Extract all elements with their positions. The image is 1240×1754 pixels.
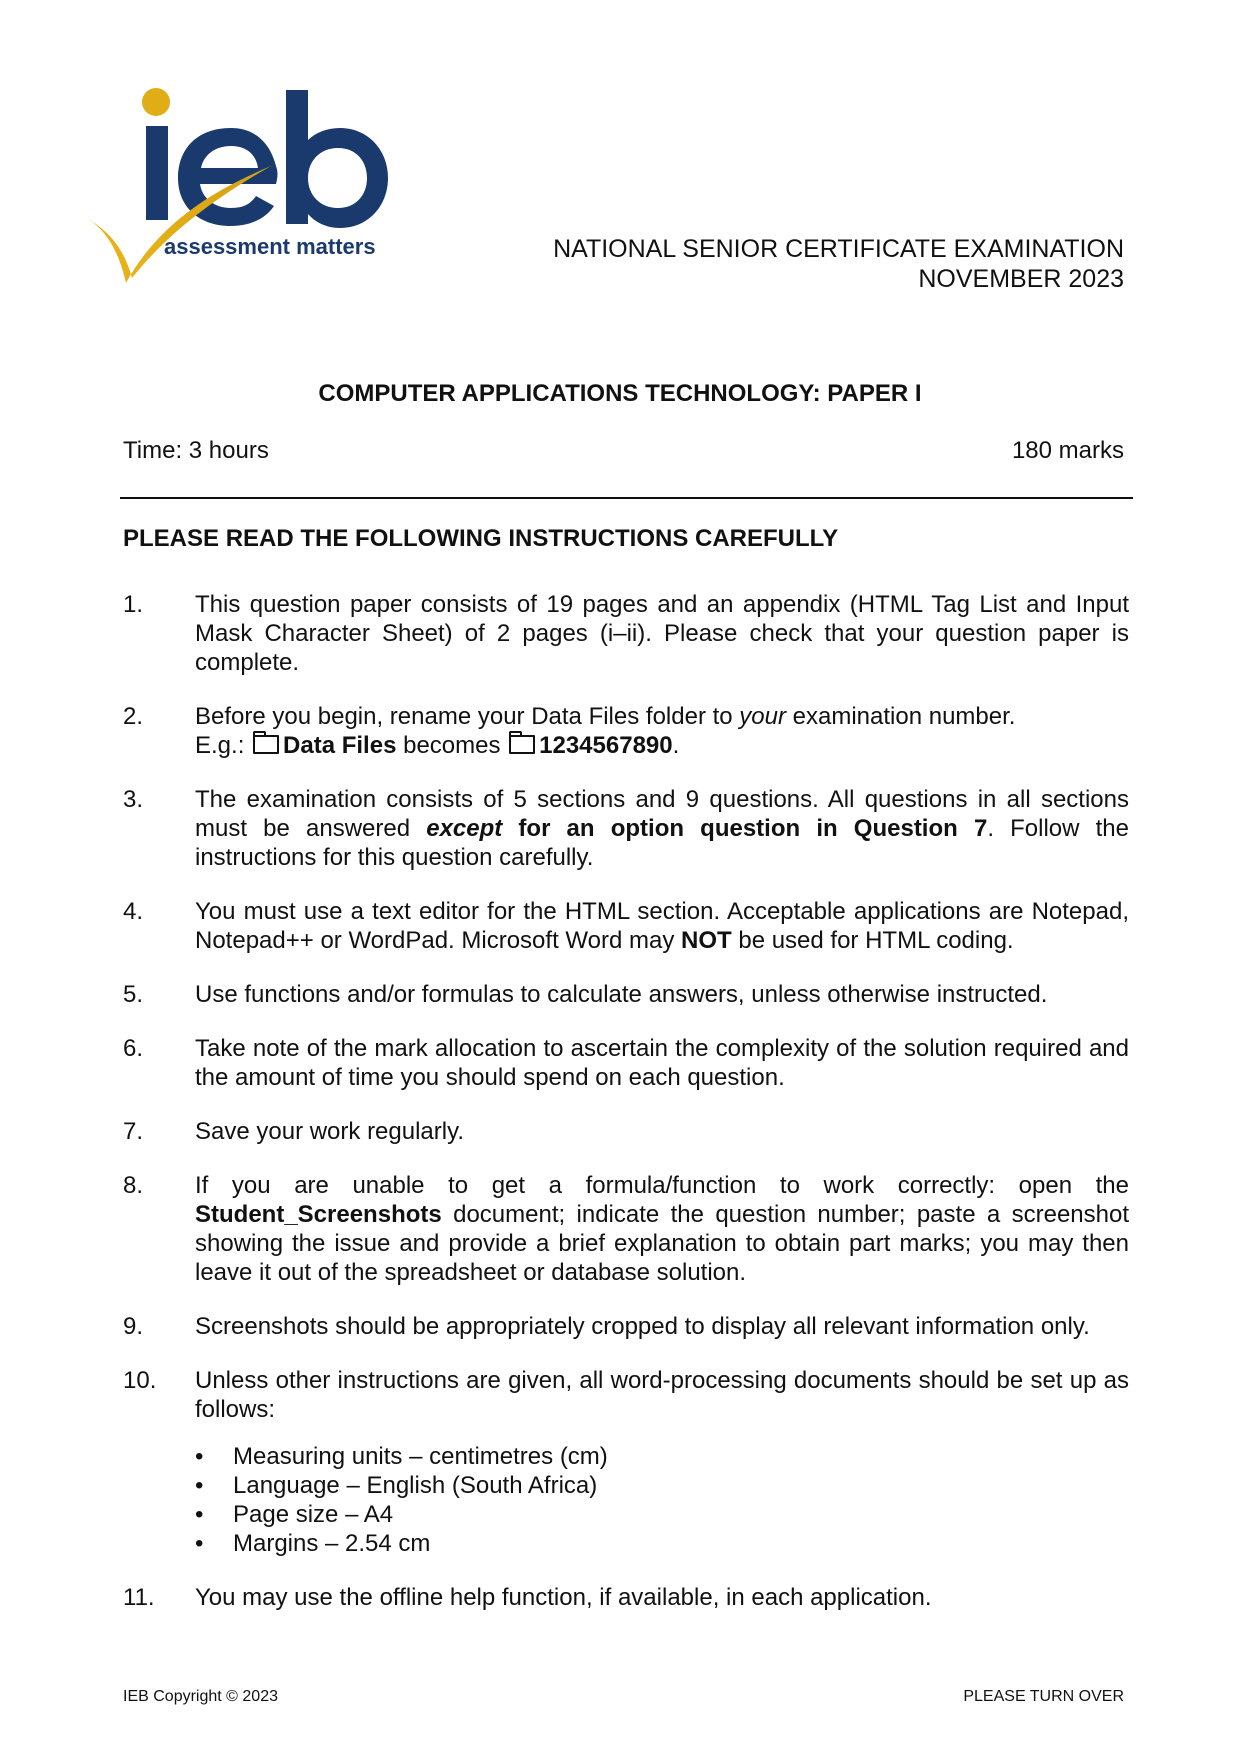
- instruction-item: [123, 1034, 1129, 1092]
- item-number: 11.: [123, 1584, 155, 1611]
- divider: [120, 497, 1133, 499]
- bullet-item: • Page size – A4: [195, 1500, 1129, 1529]
- ieb-logo: [86, 88, 436, 318]
- bullet-item: • Margins – 2.54 cm: [195, 1529, 1129, 1558]
- item-text: The examination consists of 5 sections and 9 questions. All questions in all sections must be answered except for an option question in Question 7. Follow the instructions for this question carefully.: [195, 786, 1129, 871]
- item-number: 3.: [123, 786, 144, 813]
- instructions-heading: PLEASE READ THE FOLLOWING INSTRUCTIONS CAREFULLY: [123, 525, 839, 552]
- total-marks: 180 marks: [1011, 437, 1124, 464]
- item-text: Save your work regularly.: [195, 1118, 464, 1145]
- instructions-list: [123, 590, 1129, 1637]
- item-number: 7.: [123, 1118, 144, 1145]
- item-number: 9.: [123, 1313, 144, 1340]
- settings-bullet-list: [195, 1442, 1129, 1558]
- folder-icon: [253, 735, 279, 754]
- item-number: 6.: [123, 1035, 144, 1062]
- instruction-item: [123, 1312, 1129, 1341]
- bullet-item: • Language – English (South Africa): [195, 1471, 1129, 1500]
- logo-letter-b: [286, 90, 388, 228]
- item-text: Before you begin, rename your Data Files folder to your examination number. E.g.: Data Files becomes 1234567890.: [195, 703, 1016, 759]
- bullet-item: • Measuring units – centimetres (cm): [195, 1442, 1129, 1471]
- item-text: Use functions and/or formulas to calculate answers, unless otherwise instructed.: [195, 981, 1048, 1008]
- item-text: If you are unable to get a formula/function to work correctly: open the Student_Screenshots document; indicate the question number; paste a screenshot showing the issue and provide a brief explanation to obtain part marks; you may then leave it out of the spreadsheet or database solution.: [195, 1172, 1129, 1286]
- instruction-item: [123, 785, 1129, 872]
- instruction-item: [123, 590, 1129, 677]
- item-text: Take note of the mark allocation to ascertain the complexity of the solution required and the amount of time you should spend on each question.: [195, 1035, 1129, 1091]
- item-number: 2.: [123, 703, 144, 730]
- exam-header: [553, 234, 1124, 294]
- item-text: Unless other instructions are given, all word-processing documents should be set up as follows: • Measuring units – centimetres (cm) • Language – English (South Africa) • Page size – A4 • Margins – 2.54 cm: [195, 1366, 1129, 1558]
- exam-date-line: NOVEMBER 2023: [918, 265, 1124, 293]
- item-number: 4.: [123, 898, 144, 925]
- logo-letter-i: [146, 126, 168, 220]
- instruction-item: [123, 1117, 1129, 1146]
- instruction-item: [123, 702, 1129, 760]
- item-text: Screenshots should be appropriately cropped to display all relevant information only.: [195, 1313, 1090, 1340]
- item-text: You may use the offline help function, if available, in each application.: [195, 1584, 932, 1611]
- item-text: You must use a text editor for the HTML section. Acceptable applications are Notepad, Notepad++ or WordPad. Microsoft Word may NOT be used for HTML coding.: [195, 898, 1129, 954]
- turn-over-footer: PLEASE TURN OVER: [963, 1688, 1124, 1705]
- item-number: 8.: [123, 1172, 144, 1199]
- logo-dot: [142, 88, 170, 116]
- logo-tagline: assessment matters: [164, 234, 376, 259]
- instruction-item: [123, 1583, 1129, 1612]
- folder-icon: [509, 735, 535, 754]
- instruction-item: [123, 980, 1129, 1009]
- time-allowed: Time: 3 hours: [123, 437, 269, 464]
- paper-title: COMPUTER APPLICATIONS TECHNOLOGY: PAPER I: [318, 380, 922, 407]
- item-number: 5.: [123, 981, 144, 1008]
- instruction-item: [123, 897, 1129, 955]
- exam-title-line: NATIONAL SENIOR CERTIFICATE EXAMINATION: [553, 235, 1124, 263]
- item-text: This question paper consists of 19 pages and an appendix (HTML Tag List and Input Mask Character Sheet) of 2 pages (i–ii). Please check that your question paper is complete.: [195, 591, 1129, 676]
- instruction-item: [123, 1171, 1129, 1287]
- item-number: 1.: [123, 591, 144, 618]
- item-number: 10.: [123, 1367, 157, 1394]
- copyright-footer: IEB Copyright © 2023: [123, 1688, 278, 1705]
- instruction-item: [123, 1366, 1129, 1558]
